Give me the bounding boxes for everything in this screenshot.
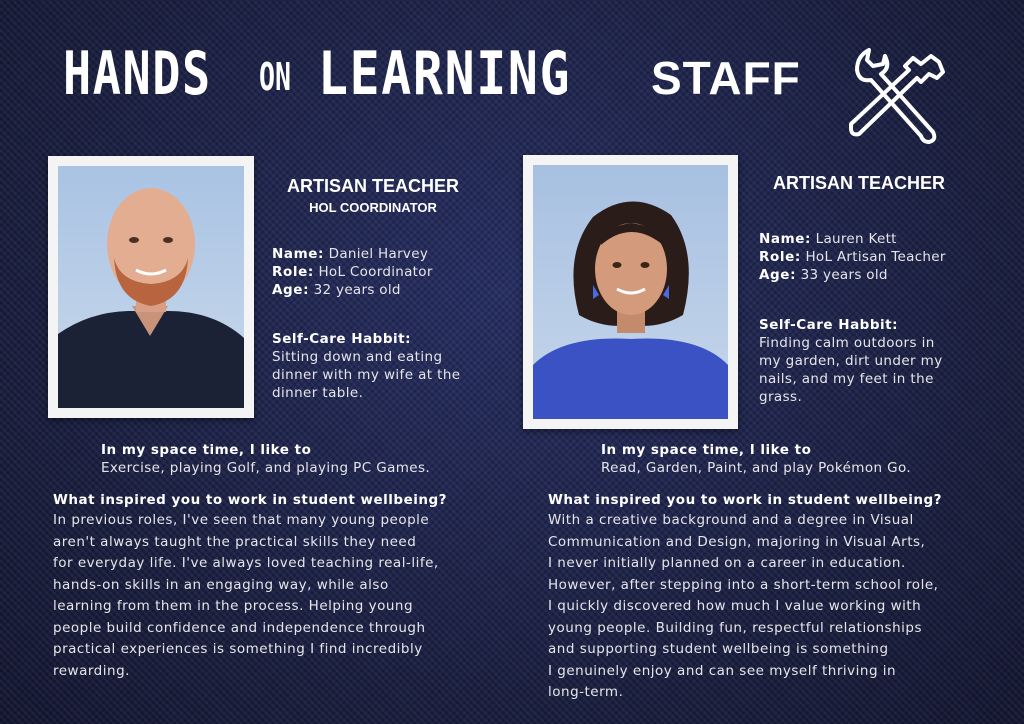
text-line: I quickly discovered how much I value working with [548, 598, 922, 614]
text-line: for everyday life. I've always loved teaching real-life, [53, 555, 439, 571]
self-care-label: Self-Care Habbit: [759, 317, 898, 333]
inspired-label: What inspired you to work in student wellbeing? [53, 492, 447, 508]
spare-time-label: In my space time, I like to [601, 442, 812, 458]
portrait-photo [58, 166, 244, 408]
role-title: ARTISAN TEACHER [772, 173, 945, 193]
age-value: 33 years old [800, 267, 888, 283]
self-care-label: Self-Care Habbit: [272, 331, 411, 347]
name-value: Lauren Kett [815, 231, 897, 247]
text-line: learning from them in the process. Helping young [53, 598, 414, 614]
title-learning: LEARNING [318, 39, 572, 109]
title-staff: STAFF [651, 52, 801, 104]
text-line: aren't always taught the practical skills they need [53, 533, 417, 550]
spare-time-label: In my space time, I like to [101, 442, 312, 458]
self-care-text [759, 334, 943, 406]
text-line: nails, and my feet in the [759, 371, 934, 387]
inspired-label: What inspired you to work in student wellbeing? [548, 492, 942, 508]
name-label: Name: [759, 231, 812, 247]
role-value: HoL Coordinator [318, 264, 433, 280]
spare-time-value: Exercise, playing Golf, and playing PC Games. [101, 460, 431, 476]
title-hands: HANDS [63, 39, 212, 109]
self-care-text [272, 348, 461, 402]
wrench-hammer-icon [847, 40, 947, 148]
title-on: ON [259, 55, 292, 99]
text-line: hands-on skills in an engaging way, while also [53, 576, 389, 593]
name-label: Name: [272, 246, 325, 262]
role-label: Role: [759, 249, 801, 265]
text-line: and supporting student wellbeing is something [548, 641, 889, 657]
text-line: I never initially planned on a career in education. [548, 555, 906, 571]
role-label: Role: [272, 264, 314, 280]
photo-lauren-kett [523, 155, 738, 429]
age-label: Age: [272, 282, 310, 298]
text-line: dinner table. [272, 385, 364, 401]
inspired-text [53, 510, 439, 682]
text-line: Finding calm outdoors in [759, 335, 935, 351]
portrait-photo [533, 165, 728, 419]
text-line: young people. Building fun, respectful relationships [548, 619, 922, 636]
text-line: rewarding. [53, 662, 130, 679]
text-line: practical experiences is something I find incredibly [53, 641, 423, 657]
role-value: HoL Artisan Teacher [805, 249, 946, 265]
spare-time-value: Read, Garden, Paint, and play Pokémon Go. [601, 460, 912, 476]
role-subtitle: HOL COORDINATOR [309, 200, 437, 215]
name-value: Daniel Harvey [328, 246, 429, 262]
text-line: However, after stepping into a short-term school role, [548, 576, 939, 593]
text-line: In previous roles, I've seen that many young people [53, 512, 430, 528]
text-line: people build confidence and independence through [53, 619, 426, 636]
text-line: With a creative background and a degree in Visual [548, 512, 914, 528]
text-line: long-term. [548, 684, 624, 700]
role-title: ARTISAN TEACHER [286, 176, 459, 196]
text-line: Communication and Design, majoring in Visual Arts, [548, 533, 926, 550]
staff-facts [272, 245, 433, 299]
staff-facts [759, 230, 946, 284]
text-line: grass. [759, 389, 803, 405]
text-line: my garden, dirt under my [759, 353, 943, 369]
age-label: Age: [759, 267, 797, 283]
text-line: I genuinely enjoy and can see myself thriving in [548, 662, 897, 679]
text-line: dinner with my wife at the [272, 367, 461, 383]
text-line: Sitting down and eating [272, 349, 443, 365]
photo-daniel-harvey [48, 156, 254, 418]
age-value: 32 years old [313, 282, 401, 298]
inspired-text [548, 510, 938, 704]
